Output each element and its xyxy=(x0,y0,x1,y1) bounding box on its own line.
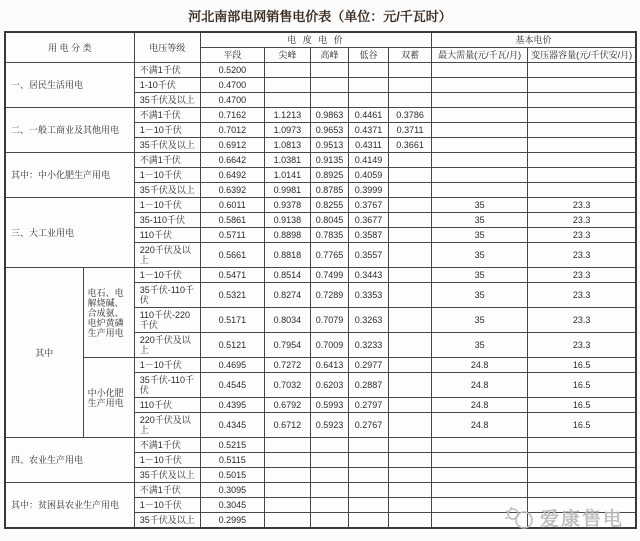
price-table-body xyxy=(5,63,636,529)
price-cell: 23.3 xyxy=(528,283,636,308)
category-cell: 一、居民生活用电 xyxy=(5,63,134,108)
category-cell: 其中：贫困县农业生产用电 xyxy=(5,483,134,529)
price-cell: 35 xyxy=(432,228,528,243)
price-cell: 0.9981 xyxy=(264,183,310,198)
price-cell: 0.8045 xyxy=(310,213,348,228)
price-cell xyxy=(432,438,528,453)
price-cell: 0.3587 xyxy=(348,228,388,243)
price-cell: 0.6011 xyxy=(200,198,264,213)
price-cell xyxy=(389,268,432,283)
price-cell: 0.3767 xyxy=(348,198,388,213)
price-cell: 0.5661 xyxy=(200,243,264,268)
voltage-cell: 35千伏及以上 xyxy=(134,138,200,153)
price-cell: 0.8255 xyxy=(310,198,348,213)
price-cell xyxy=(528,498,636,513)
category-cell: 二、一般工商业及其他用电 xyxy=(5,108,134,153)
price-cell: 0.2977 xyxy=(348,358,388,373)
price-cell xyxy=(528,123,636,138)
price-cell xyxy=(310,438,348,453)
price-cell xyxy=(432,108,528,123)
price-cell xyxy=(528,138,636,153)
price-cell: 0.4371 xyxy=(348,123,388,138)
price-cell xyxy=(389,93,432,108)
price-cell: 0.4545 xyxy=(200,373,264,398)
price-cell xyxy=(432,168,528,183)
price-cell: 23.3 xyxy=(528,243,636,268)
voltage-cell: 1－10千伏 xyxy=(134,123,200,138)
price-cell xyxy=(389,283,432,308)
table-row xyxy=(5,153,636,168)
price-cell xyxy=(310,93,348,108)
voltage-cell: 不满1千伏 xyxy=(134,63,200,78)
price-cell: 35 xyxy=(432,198,528,213)
price-cell xyxy=(348,78,388,93)
price-cell: 0.7272 xyxy=(264,358,310,373)
price-cell: 0.8785 xyxy=(310,183,348,198)
voltage-cell: 220千伏及以上 xyxy=(134,413,200,438)
price-cell: 1.0973 xyxy=(264,123,310,138)
price-cell xyxy=(528,63,636,78)
price-cell xyxy=(310,78,348,93)
price-cell: 0.6413 xyxy=(310,358,348,373)
price-cell xyxy=(389,198,432,213)
price-cell: 16.5 xyxy=(528,373,636,398)
price-cell xyxy=(432,138,528,153)
price-cell xyxy=(389,513,432,529)
price-cell: 0.9653 xyxy=(310,123,348,138)
price-cell xyxy=(389,413,432,438)
category-cell: 其中 xyxy=(5,268,83,438)
price-cell xyxy=(348,468,388,483)
price-cell: 16.5 xyxy=(528,398,636,413)
price-cell xyxy=(348,93,388,108)
price-cell xyxy=(432,453,528,468)
price-cell: 0.7012 xyxy=(200,123,264,138)
price-cell: 0.9378 xyxy=(264,198,310,213)
voltage-cell: 1－10千伏 xyxy=(134,498,200,513)
price-cell: 0.3711 xyxy=(389,123,432,138)
price-cell: 0.2767 xyxy=(348,413,388,438)
voltage-cell: 110千伏-220千伏 xyxy=(134,308,200,333)
price-cell xyxy=(264,93,310,108)
price-cell: 35 xyxy=(432,268,528,283)
price-cell xyxy=(310,63,348,78)
header-voltage: 电压等级 xyxy=(134,32,200,63)
price-cell xyxy=(348,483,388,498)
price-cell: 0.7835 xyxy=(310,228,348,243)
price-cell xyxy=(264,513,310,529)
price-cell: 0.5711 xyxy=(200,228,264,243)
watermark-text: 爱康售电 xyxy=(539,509,624,530)
voltage-cell: 不满1千伏 xyxy=(134,483,200,498)
price-cell: 0.6912 xyxy=(200,138,264,153)
table-row xyxy=(5,198,636,213)
price-cell: 0.7954 xyxy=(264,333,310,358)
price-cell: 0.7289 xyxy=(310,283,348,308)
price-cell xyxy=(389,63,432,78)
price-cell: 0.3557 xyxy=(348,243,388,268)
header-dual-storage: 双蓄 xyxy=(389,48,432,63)
voltage-cell: 35-110千伏 xyxy=(134,213,200,228)
category-cell: 四、农业生产用电 xyxy=(5,438,134,483)
price-cell: 1.0381 xyxy=(264,153,310,168)
category-cell: 三、大工业用电 xyxy=(5,198,134,268)
price-cell: 0.2995 xyxy=(200,513,264,529)
price-cell: 0.8034 xyxy=(264,308,310,333)
price-cell xyxy=(432,93,528,108)
price-cell: 23.3 xyxy=(528,228,636,243)
price-cell xyxy=(432,153,528,168)
voltage-cell: 1－10千伏 xyxy=(134,168,200,183)
price-cell: 0.7499 xyxy=(310,268,348,283)
voltage-cell: 110千伏 xyxy=(134,228,200,243)
price-cell: 0.5471 xyxy=(200,268,264,283)
price-cell: 0.5171 xyxy=(200,308,264,333)
voltage-cell: 35千伏及以上 xyxy=(134,93,200,108)
price-cell xyxy=(528,483,636,498)
voltage-cell: 1-10千伏 xyxy=(134,78,200,93)
price-cell: 24.8 xyxy=(432,373,528,398)
voltage-cell: 220千伏及以上 xyxy=(134,333,200,358)
voltage-cell: 1－10千伏 xyxy=(134,358,200,373)
price-cell: 0.6392 xyxy=(200,183,264,198)
category-cell: 其中：中小化肥生产用电 xyxy=(5,153,134,198)
price-cell xyxy=(389,153,432,168)
price-cell: 23.3 xyxy=(528,213,636,228)
price-cell: 35 xyxy=(432,283,528,308)
price-cell: 0.8274 xyxy=(264,283,310,308)
table-row xyxy=(5,63,636,78)
voltage-cell: 1－10千伏 xyxy=(134,453,200,468)
price-cell xyxy=(528,108,636,123)
price-cell xyxy=(389,438,432,453)
price-cell: 0.3677 xyxy=(348,213,388,228)
price-cell: 0.4700 xyxy=(200,78,264,93)
price-cell: 1.0141 xyxy=(264,168,310,183)
price-cell: 24.8 xyxy=(432,398,528,413)
price-cell xyxy=(348,498,388,513)
table-header xyxy=(5,32,636,63)
price-cell: 16.5 xyxy=(528,358,636,373)
price-cell xyxy=(528,168,636,183)
price-cell: 0.4345 xyxy=(200,413,264,438)
price-cell: 0.9863 xyxy=(310,108,348,123)
price-cell: 0.8925 xyxy=(310,168,348,183)
price-cell xyxy=(432,183,528,198)
price-cell: 23.3 xyxy=(528,268,636,283)
price-cell xyxy=(528,153,636,168)
header-sharp-peak: 尖峰 xyxy=(264,48,310,63)
price-cell: 0.7032 xyxy=(264,373,310,398)
price-cell xyxy=(348,453,388,468)
price-cell xyxy=(310,468,348,483)
price-cell: 0.3233 xyxy=(348,333,388,358)
price-cell: 0.5215 xyxy=(200,438,264,453)
price-cell xyxy=(389,228,432,243)
price-cell xyxy=(264,498,310,513)
voltage-cell: 35千伏及以上 xyxy=(134,513,200,529)
price-cell xyxy=(389,468,432,483)
price-cell xyxy=(310,513,348,529)
table-row xyxy=(5,483,636,498)
price-cell: 0.6712 xyxy=(264,413,310,438)
price-cell xyxy=(432,123,528,138)
header-max-demand: 最大需量(元/千瓦/月) xyxy=(432,48,528,63)
price-cell: 0.8818 xyxy=(264,243,310,268)
header-transformer-capacity: 变压器容量(元/千伏安/月) xyxy=(528,48,636,63)
voltage-cell: 35千伏及以上 xyxy=(134,183,200,198)
price-cell: 0.8514 xyxy=(264,268,310,283)
price-cell: 23.3 xyxy=(528,198,636,213)
price-cell xyxy=(389,483,432,498)
price-cell: 0.9513 xyxy=(310,138,348,153)
price-cell xyxy=(389,213,432,228)
price-cell xyxy=(310,498,348,513)
price-cell xyxy=(389,453,432,468)
price-cell: 0.5993 xyxy=(310,398,348,413)
price-cell: 0.3045 xyxy=(200,498,264,513)
price-cell xyxy=(264,468,310,483)
price-cell: 0.2797 xyxy=(348,398,388,413)
price-cell xyxy=(389,308,432,333)
price-cell xyxy=(528,513,636,529)
price-cell xyxy=(389,498,432,513)
price-cell: 0.5321 xyxy=(200,283,264,308)
header-flat: 平段 xyxy=(200,48,264,63)
price-cell xyxy=(264,483,310,498)
price-cell: 1.0813 xyxy=(264,138,310,153)
table-row xyxy=(5,358,636,373)
price-cell: 0.3786 xyxy=(389,108,432,123)
price-cell xyxy=(264,453,310,468)
price-cell: 0.4149 xyxy=(348,153,388,168)
header-row-groups xyxy=(5,32,636,48)
voltage-cell: 35千伏及以上 xyxy=(134,468,200,483)
voltage-cell: 不满1千伏 xyxy=(134,108,200,123)
table-row xyxy=(5,108,636,123)
price-cell: 35 xyxy=(432,333,528,358)
price-table xyxy=(4,31,637,529)
voltage-cell: 35千伏-110千伏 xyxy=(134,283,200,308)
price-cell xyxy=(432,498,528,513)
price-cell: 24.8 xyxy=(432,358,528,373)
price-cell xyxy=(310,453,348,468)
price-cell: 35 xyxy=(432,308,528,333)
price-cell xyxy=(348,438,388,453)
price-cell xyxy=(528,93,636,108)
price-cell: 0.3095 xyxy=(200,483,264,498)
price-cell: 24.8 xyxy=(432,413,528,438)
table-row xyxy=(5,268,636,283)
price-cell: 0.4695 xyxy=(200,358,264,373)
price-cell xyxy=(528,438,636,453)
price-cell: 35 xyxy=(432,243,528,268)
price-cell: 0.5923 xyxy=(310,413,348,438)
page-title: 河北南部电网销售电价表（单位：元/千瓦时） xyxy=(188,9,452,24)
voltage-cell: 220千伏及以上 xyxy=(134,243,200,268)
header-peak: 高峰 xyxy=(310,48,348,63)
price-cell xyxy=(389,183,432,198)
price-cell xyxy=(432,513,528,529)
price-cell xyxy=(432,78,528,93)
price-cell xyxy=(389,398,432,413)
price-cell xyxy=(389,373,432,398)
price-cell: 0.3999 xyxy=(348,183,388,198)
subcategory-cell: 中小化肥生产用电 xyxy=(83,358,134,438)
price-cell: 0.7009 xyxy=(310,333,348,358)
price-cell: 0.9138 xyxy=(264,213,310,228)
price-cell xyxy=(389,333,432,358)
price-cell: 0.9135 xyxy=(310,153,348,168)
price-cell: 0.3443 xyxy=(348,268,388,283)
price-cell xyxy=(389,78,432,93)
price-cell xyxy=(348,513,388,529)
header-category: 用 电 分 类 xyxy=(5,32,134,63)
voltage-cell: 35千伏-110千伏 xyxy=(134,373,200,398)
price-cell: 0.4461 xyxy=(348,108,388,123)
price-cell: 0.7765 xyxy=(310,243,348,268)
subcategory-cell: 电石、电解烧碱、合成氨、电炉黄磷生产用电 xyxy=(83,268,134,358)
price-cell: 0.4700 xyxy=(200,93,264,108)
voltage-cell: 不满1千伏 xyxy=(134,153,200,168)
price-cell xyxy=(528,183,636,198)
price-cell: 0.3353 xyxy=(348,283,388,308)
price-cell xyxy=(432,483,528,498)
price-cell xyxy=(528,78,636,93)
price-cell xyxy=(264,63,310,78)
voltage-cell: 1－10千伏 xyxy=(134,268,200,283)
price-cell: 0.4395 xyxy=(200,398,264,413)
voltage-cell: 1－10千伏 xyxy=(134,198,200,213)
price-cell: 0.5861 xyxy=(200,213,264,228)
price-cell xyxy=(528,468,636,483)
price-cell xyxy=(389,168,432,183)
price-cell xyxy=(264,438,310,453)
price-cell: 0.6203 xyxy=(310,373,348,398)
voltage-cell: 不满1千伏 xyxy=(134,438,200,453)
header-valley: 低谷 xyxy=(348,48,388,63)
price-cell: 0.7079 xyxy=(310,308,348,333)
price-cell: 35 xyxy=(432,213,528,228)
voltage-cell: 110千伏 xyxy=(134,398,200,413)
price-cell: 1.1213 xyxy=(264,108,310,123)
price-cell: 0.5121 xyxy=(200,333,264,358)
header-basic-price-group: 基本电价 xyxy=(432,32,636,48)
price-cell xyxy=(389,243,432,268)
price-cell: 0.5200 xyxy=(200,63,264,78)
price-cell: 0.6492 xyxy=(200,168,264,183)
price-cell xyxy=(432,63,528,78)
price-cell xyxy=(348,63,388,78)
price-cell xyxy=(310,483,348,498)
price-cell: 23.3 xyxy=(528,333,636,358)
price-cell: 0.4059 xyxy=(348,168,388,183)
price-cell: 0.3661 xyxy=(389,138,432,153)
price-cell: 23.3 xyxy=(528,308,636,333)
price-cell: 0.7162 xyxy=(200,108,264,123)
price-cell xyxy=(389,358,432,373)
price-cell xyxy=(264,78,310,93)
price-cell: 0.4311 xyxy=(348,138,388,153)
price-cell: 0.2887 xyxy=(348,373,388,398)
price-cell: 0.5115 xyxy=(200,453,264,468)
header-energy-price-group: 电 度 电 价 xyxy=(200,32,431,48)
price-cell: 0.5015 xyxy=(200,468,264,483)
price-cell: 0.6642 xyxy=(200,153,264,168)
price-cell: 0.6792 xyxy=(264,398,310,413)
price-cell: 0.3263 xyxy=(348,308,388,333)
price-cell xyxy=(528,453,636,468)
table-row xyxy=(5,438,636,453)
price-cell: 16.5 xyxy=(528,413,636,438)
price-cell xyxy=(432,468,528,483)
price-cell: 0.8898 xyxy=(264,228,310,243)
